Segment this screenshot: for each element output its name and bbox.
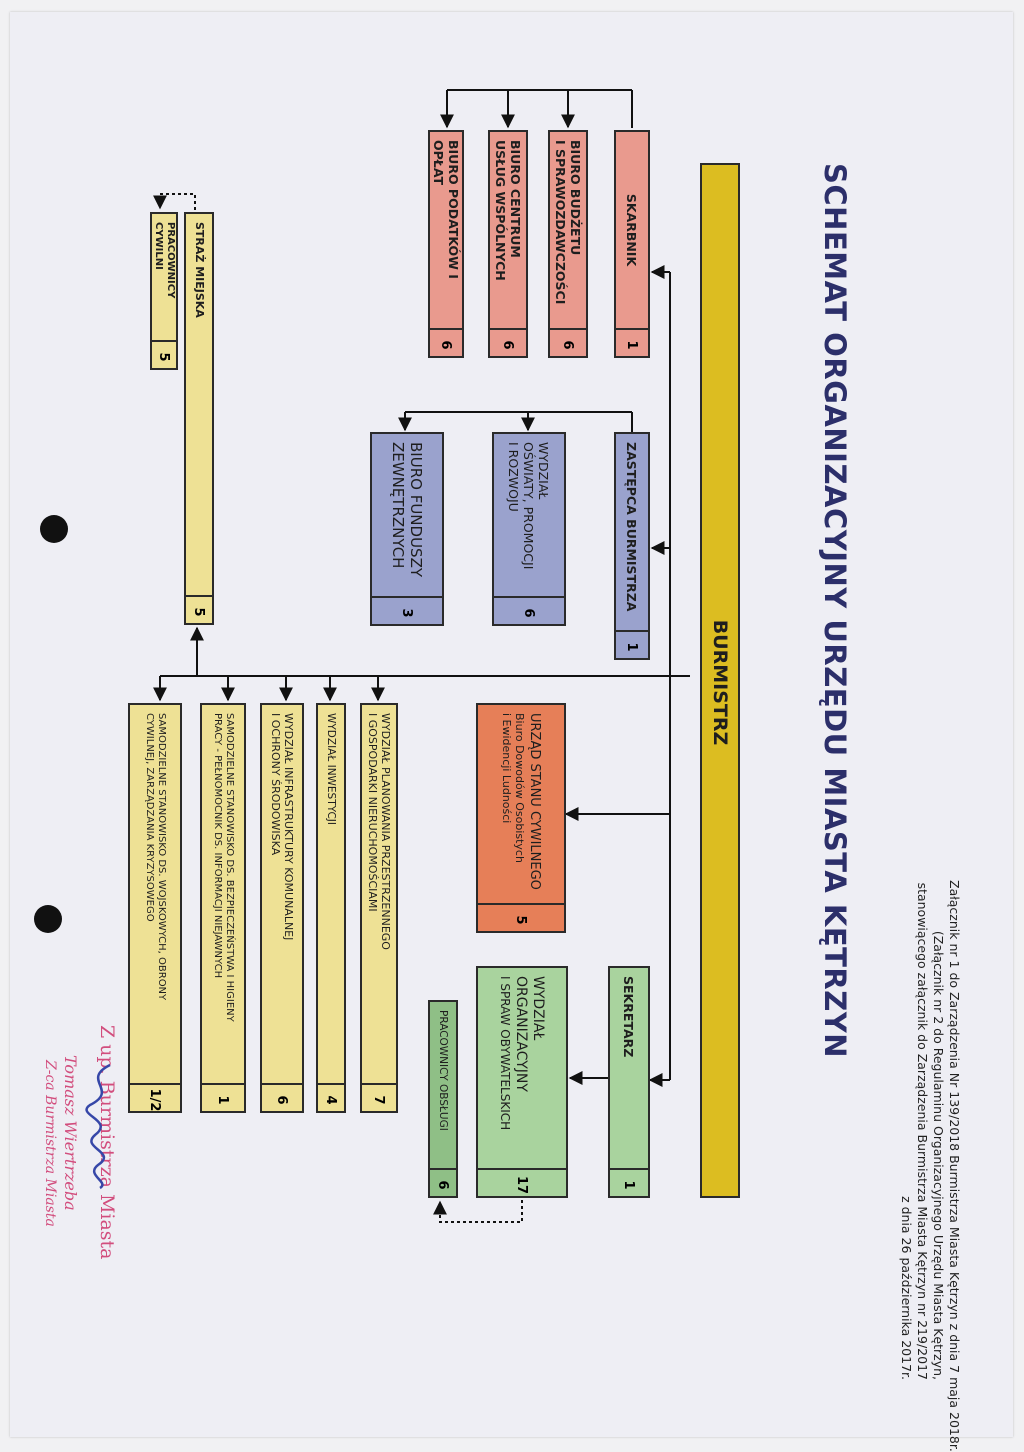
biuro-budzetu-label-2: I SPRAWOZDAWCZOŚCI [553, 140, 568, 305]
zastepca-count: 1 [614, 630, 650, 662]
skarbnik-label: SKARBNIK [624, 193, 640, 267]
straz-miejska-count: 5 [184, 595, 214, 627]
stanowisko-bhp-count: 1 [200, 1083, 246, 1115]
biuro-funduszy-box [370, 432, 444, 626]
header-note [898, 880, 962, 1452]
header-note-line-4: z dnia 26 października 2017r. [899, 1196, 914, 1380]
zastepca-box [614, 432, 650, 660]
pracownicy-cywilni-label: PRACOWNICY CYWILNI [153, 222, 176, 299]
stanowisko-wojskowe-box [128, 703, 182, 1113]
sekretarz-label: SEKRETARZ [621, 976, 637, 1058]
biuro-funduszy-label-1: BIURO FUNDUSZY [407, 442, 425, 578]
sekretarz-count: 1 [608, 1168, 650, 1200]
straz-miejska-label: STRAŻ MIEJSKA [192, 222, 206, 318]
wydzial-planowania-count: 7 [360, 1083, 398, 1115]
wydzial-planowania-box [360, 703, 398, 1113]
punch-hole [34, 905, 62, 933]
usc-label-1: URZĄD STANU CYWILNEGO [526, 713, 542, 890]
header-note-line-3: stanowiącego załącznik do Zarządzenia Burmistrza Miasta Kętrzyn nr 219/2017 [915, 882, 930, 1380]
stanowisko-bhp-label-2: PRACY - PEŁNOMOCNIK DS. INFORMACJI NIEJAWNYCH [212, 713, 223, 979]
wydzial-infrastruktury-box [260, 703, 304, 1113]
wydzial-oswiaty-count: 6 [492, 596, 566, 628]
wydzial-organizacyjny-label-2: ORGANIZACYJNY [513, 976, 530, 1092]
header-note-line-1: Załącznik nr 1 do Zarządzenia Nr 139/2018 Burmistrza Miasta Kętrzyn z dnia 7 maja 2018r. [947, 880, 962, 1452]
skarbnik-box [614, 130, 650, 358]
usc-label-2: Biuro Dowodów Osobistych [513, 713, 527, 863]
biuro-podatkow-label: BIURO PODATKÓW I OPŁAT [431, 140, 461, 279]
biuro-centrum-count: 6 [488, 328, 528, 360]
wydzial-infrastruktury-label-2: I OCHRONY ŚRODOWISKA [269, 713, 282, 856]
wydzial-inwestycji-count: 4 [316, 1083, 346, 1115]
page-title: SCHEMAT ORGANIZACYJNY URZĘDU MIASTA KĘTRZYN [818, 163, 852, 1059]
wydzial-infrastruktury-label-1: WYDZIAŁ INFRASTRUKTURY KOMUNALNEJ [282, 713, 296, 941]
wydzial-oswiaty-label-1: WYDZIAŁ [536, 442, 552, 500]
wydzial-planowania-label-2: I GOSPODARKI NIERUCHOMOŚCIAMI [366, 713, 379, 912]
sekretarz-box [608, 966, 650, 1198]
burmistrz-box [700, 163, 740, 1198]
pracownicy-obslugi-box [428, 1000, 458, 1198]
stanowisko-wojskowe-count: 1/2 [128, 1083, 182, 1115]
usc-box [476, 703, 566, 933]
stamp-line-2: Tomasz Wiertrzeba [61, 1055, 80, 1211]
biuro-podatkow-box [428, 130, 464, 358]
straz-miejska-box [184, 212, 214, 625]
stanowisko-wojskowe-label-2: CYWILNEJ, ZARZĄDZANIA KRYZYSOWEGO [144, 713, 155, 922]
biuro-funduszy-count: 3 [370, 596, 444, 628]
skarbnik-count: 1 [614, 328, 650, 360]
wydzial-organizacyjny-label-3: I SPRAW OBYWATELSKICH [498, 976, 513, 1131]
biuro-funduszy-label-2: ZEWNĘTRZNYCH [389, 442, 407, 569]
signature-scribble [70, 1060, 130, 1190]
pracownicy-obslugi-count: 6 [428, 1168, 458, 1200]
wydzial-planowania-label-1: WYDZIAŁ PLANOWANIA PRZESTRZENNEGO [379, 713, 393, 950]
pracownicy-cywilni-count: 5 [150, 340, 178, 372]
stanowisko-bhp-box [200, 703, 246, 1113]
usc-label-3: i Ewidencji Ludności [500, 713, 514, 824]
stanowisko-bhp-label-1: SAMODZIELNE STANOWISKO DS. BEZPIECZEŃSTWA I HIGIENY [224, 713, 235, 1022]
pracownicy-cywilni-box [150, 212, 178, 370]
wydzial-oswiaty-box [492, 432, 566, 626]
biuro-centrum-label-1: BIURO CENTRUM [508, 140, 523, 258]
biuro-budzetu-count: 6 [548, 328, 588, 360]
wydzial-inwestycji-box [316, 703, 346, 1113]
punch-hole [40, 515, 68, 543]
usc-count: 5 [476, 903, 566, 935]
wydzial-oswiaty-label-2: OŚWIATY, PROMOCJI [521, 442, 537, 570]
pracownicy-obslugi-label: PRACOWNICY OBSŁUGI [437, 1010, 450, 1131]
biuro-podatkow-count: 6 [428, 328, 464, 360]
stanowisko-wojskowe-label-1: SAMODZIELNE STANOWISKO DS. WOJSKOWYCH, OBRONY [156, 713, 167, 1001]
zastepca-label: ZASTĘPCA BURMISTRZA [624, 442, 640, 612]
wydzial-inwestycji-label: WYDZIAŁ INWESTYCJI [325, 713, 338, 826]
burmistrz-label: BURMISTRZ [709, 619, 732, 746]
biuro-budzetu-label-1: BIURO BUDŻETU [568, 140, 583, 256]
header-note-line-2: (Załącznik nr 2 do Regulaminu Organizacyjnego Urzędu Miasta Kętrzyn, [931, 930, 946, 1380]
biuro-centrum-box [488, 130, 528, 358]
wydzial-organizacyjny-count: 17 [476, 1168, 568, 1200]
wydzial-organizacyjny-box [476, 966, 568, 1198]
wydzial-organizacyjny-label-1: WYDZIAŁ [530, 976, 546, 1041]
stamp-line-1: Z up. Burmistrza Miasta [96, 1025, 118, 1260]
biuro-budzetu-box [548, 130, 588, 358]
wydzial-infrastruktury-count: 6 [260, 1083, 304, 1115]
stamp-line-3: Z-ca Burmistrza Miasta [42, 1060, 58, 1227]
wydzial-oswiaty-label-3: I ROZWOJU [506, 442, 522, 512]
biuro-centrum-label-2: USŁUG WSPÓLNYCH [493, 140, 508, 281]
